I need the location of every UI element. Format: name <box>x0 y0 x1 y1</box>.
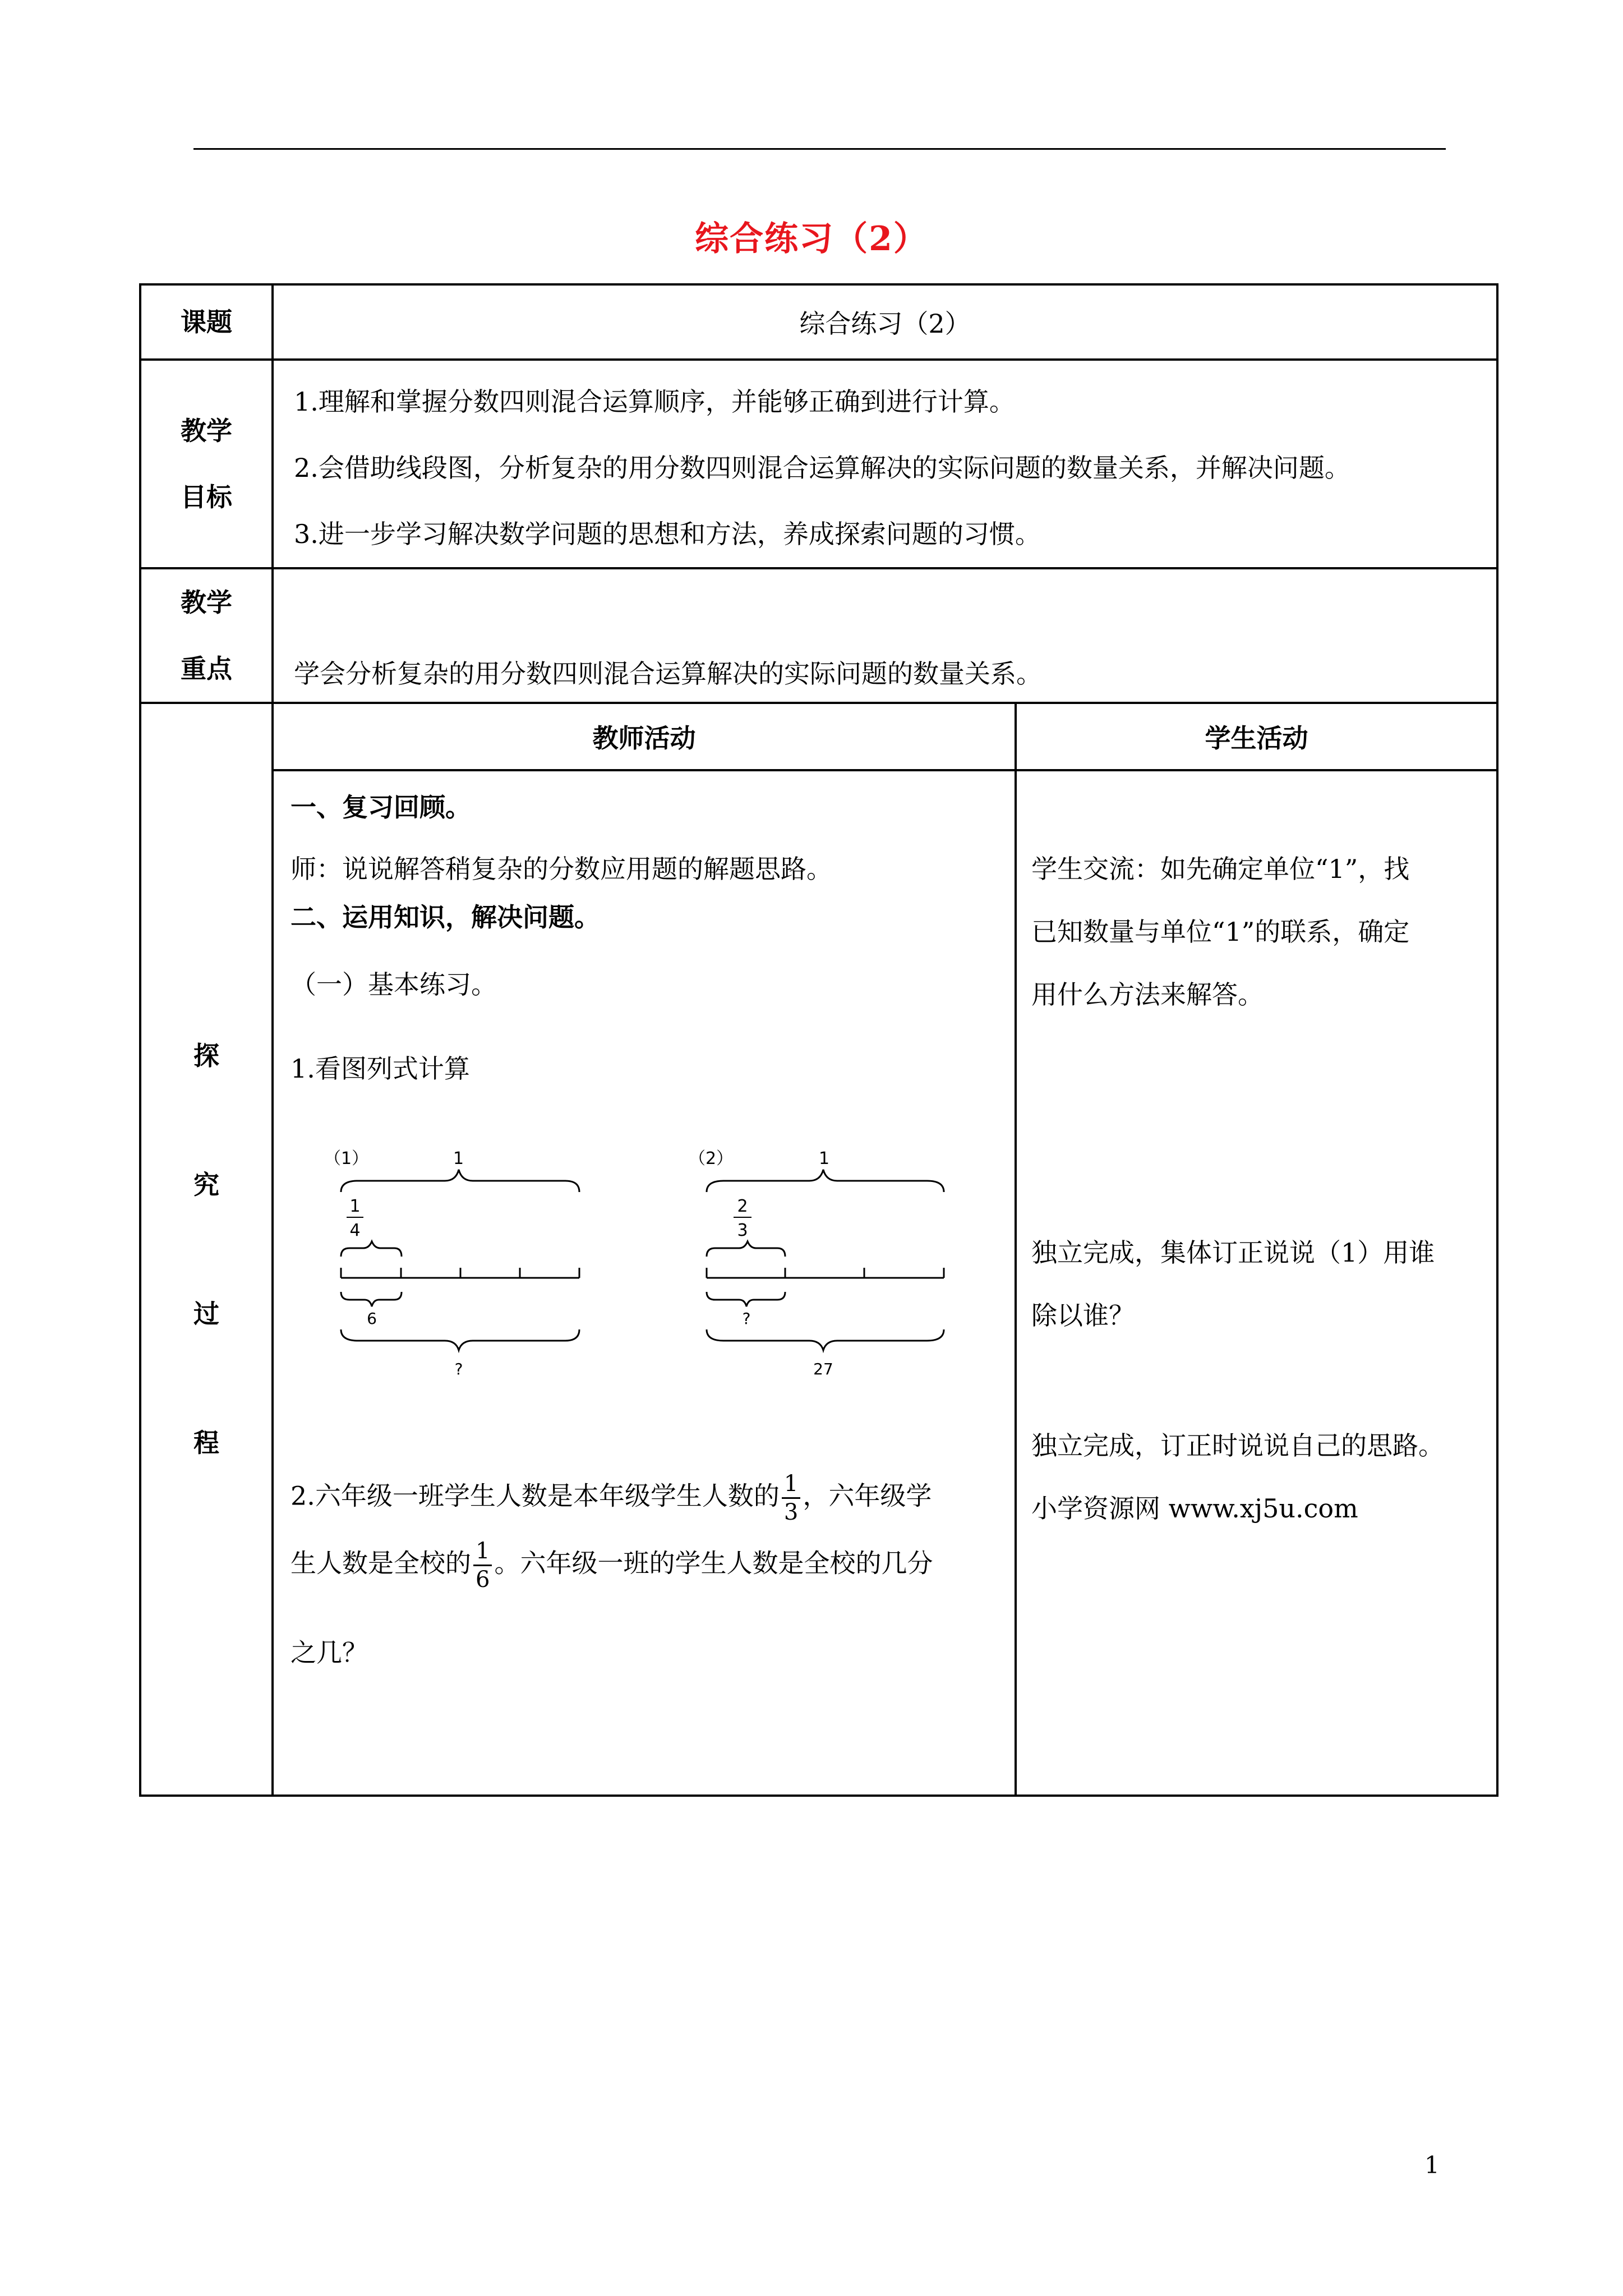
review-heading: 一、复习回顾。 <box>291 792 471 822</box>
student-note-1-line3: 用什么方法来解答。 <box>1031 979 1264 1010</box>
diagram-1 <box>324 1149 579 1378</box>
diagram-2-tag: （2） <box>689 1149 734 1168</box>
diagram-1-total: 1 <box>453 1149 464 1168</box>
fraction-1-numerator: 1 <box>782 1473 800 1499</box>
topic-value: 综合练习（2） <box>273 284 1497 360</box>
keypoint-value: 学会分析复杂的用分数四则混合运算解决的实际问题的数量关系。 <box>273 568 1497 703</box>
diagram-2-frac-den: 3 <box>737 1221 748 1240</box>
diagram-1-unknown-label: ? <box>454 1360 463 1378</box>
student-note-3-line2: 小学资源网 www.xj5u.com <box>1031 1493 1358 1524</box>
process-label-char-4: 程 <box>193 1428 219 1458</box>
objectives-label <box>140 360 273 568</box>
exercise-2-line3: 之几？ <box>291 1637 368 1668</box>
exercise-2-fraction-1 <box>782 1473 800 1524</box>
diagram-2-frac-brace <box>707 1241 785 1257</box>
exercise-2-text-c: 生人数是全校的 <box>291 1548 471 1579</box>
diagram-2-whole-brace <box>707 1329 944 1350</box>
activity-header-row <box>274 704 1496 770</box>
student-note-2-line1: 独立完成，集体订正说说（1）用谁 <box>1031 1237 1435 1268</box>
process-label-char-2: 究 <box>193 1170 219 1200</box>
keypoint-label <box>140 568 273 703</box>
teacher-activity-header: 教师活动 <box>274 704 1016 770</box>
student-note-1-line1: 学生交流：如先确定单位“1”，找 <box>1031 854 1410 884</box>
activity-body-row <box>274 770 1496 1795</box>
fraction-2-numerator: 1 <box>473 1540 492 1566</box>
objectives-label-line1: 教学 <box>181 416 232 446</box>
diagram-2-part-brace <box>707 1292 785 1306</box>
fraction-2-denominator: 6 <box>476 1567 490 1593</box>
keypoint-row <box>140 568 1497 703</box>
apply-heading: 二、运用知识，解决问题。 <box>291 902 600 932</box>
basic-practice-heading: （一）基本练习。 <box>291 969 497 1000</box>
activity-table <box>274 704 1496 1795</box>
topic-label: 课题 <box>140 284 273 360</box>
diagram-2-total-brace <box>707 1170 944 1192</box>
objectives-row <box>140 360 1497 568</box>
exercise-1-title: 1.看图列式计算 <box>291 1053 470 1084</box>
topic-row <box>140 284 1497 360</box>
diagram-2-whole-label: 27 <box>813 1360 833 1378</box>
diagram-1-part-brace <box>341 1292 402 1306</box>
exercise-2-text-a: 2.六年级一班学生人数是本年级学生人数的 <box>291 1480 780 1511</box>
exercise-2-line2 <box>291 1540 933 1591</box>
document-title: 综合练习（2） <box>695 219 928 259</box>
objectives-content <box>273 360 1497 568</box>
diagram-1-total-brace <box>341 1170 579 1192</box>
exercise-2-text-b: ，六年级学 <box>803 1480 932 1511</box>
review-prompt: 师：说说解答稍复杂的分数应用题的解题思路。 <box>291 854 832 884</box>
keypoint-label-line1: 教学 <box>181 587 232 618</box>
process-label <box>140 703 273 1796</box>
exercise-2-line1 <box>291 1473 932 1524</box>
diagram-1-tag: （1） <box>324 1149 369 1168</box>
diagram-2 <box>689 1149 944 1378</box>
student-activity <box>1016 770 1496 1795</box>
exercise-2-fraction-2 <box>473 1540 492 1591</box>
process-label-char-3: 过 <box>193 1299 219 1329</box>
objective-1: 1.理解和掌握分数四则混合运算顺序，并能够正确到进行计算。 <box>294 386 1015 417</box>
teacher-activity <box>274 770 1016 1795</box>
diagram-1-frac-den: 4 <box>349 1221 361 1240</box>
diagram-1-frac-brace <box>341 1241 402 1257</box>
diagram-1-frac-num: 1 <box>349 1197 361 1216</box>
lesson-plan-table <box>139 283 1498 1797</box>
diagram-1-part-label: 6 <box>367 1309 377 1328</box>
fraction-1-denominator: 3 <box>783 1499 799 1525</box>
student-note-1-line2: 已知数量与单位“1”的联系，确定 <box>1031 917 1410 947</box>
student-note-3-line1: 独立完成，订正时说说自己的思路。 <box>1031 1430 1444 1461</box>
process-label-char-1: 探 <box>193 1041 219 1071</box>
process-content <box>273 703 1497 1796</box>
diagram-2-unknown-label: ? <box>742 1309 751 1328</box>
process-row <box>140 703 1497 1796</box>
student-activity-header: 学生活动 <box>1016 704 1496 770</box>
objective-2: 2.会借助线段图，分析复杂的用分数四则混合运算解决的实际问题的数量关系，并解决问题。 <box>294 453 1350 483</box>
diagram-2-total: 1 <box>819 1149 830 1168</box>
diagram-1-whole-brace <box>341 1329 579 1350</box>
header-rule <box>193 148 1446 150</box>
diagram-2-frac-num: 2 <box>737 1197 748 1216</box>
keypoint-label-line2: 重点 <box>181 654 232 684</box>
page-number: 1 <box>1424 2151 1440 2179</box>
objectives-label-line2: 目标 <box>181 482 232 512</box>
segment-diagrams <box>302 1142 997 1388</box>
objective-3: 3.进一步学习解决数学问题的思想和方法，养成探索问题的习惯。 <box>294 519 1041 549</box>
exercise-2-text-d: 。六年级一班的学生人数是全校的几分 <box>494 1548 933 1579</box>
student-note-2-line2: 除以谁？ <box>1031 1300 1135 1331</box>
